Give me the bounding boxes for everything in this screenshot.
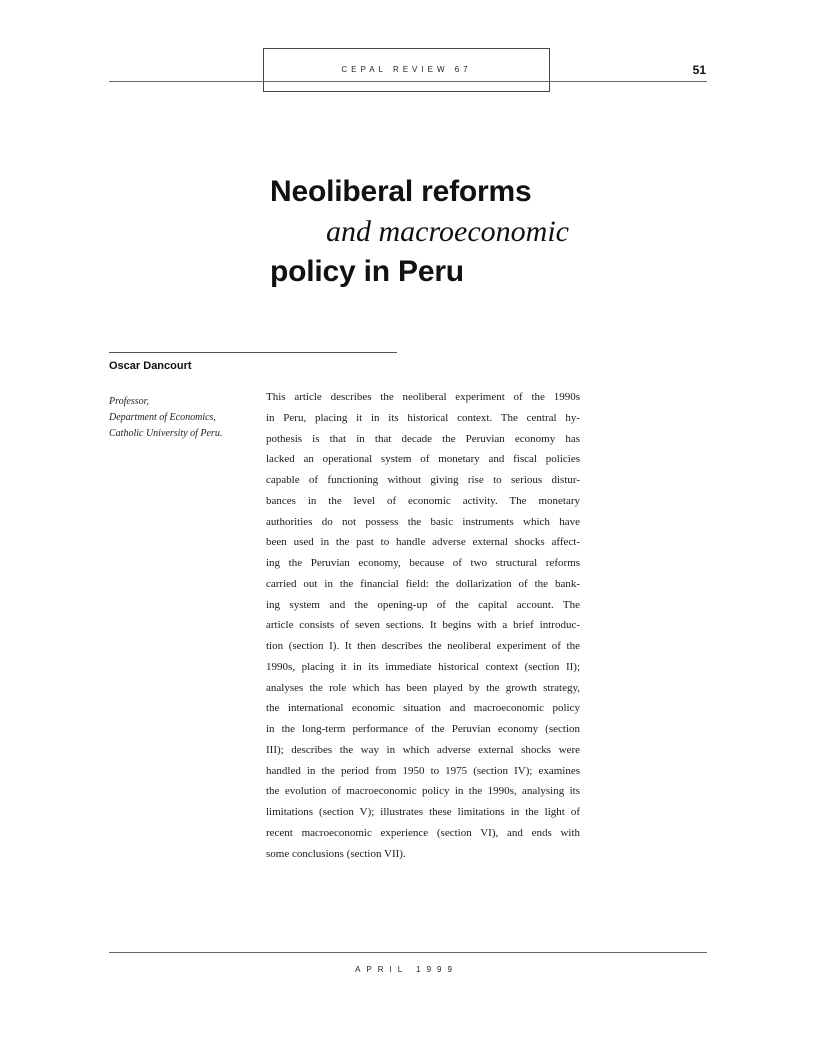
affiliation-line: Department of Economics, (109, 412, 216, 423)
abstract-line: III); describes the way in which adverse external shocks were (266, 743, 580, 756)
author-name: Oscar Dancourt (109, 360, 192, 372)
article-title (270, 172, 710, 292)
issue-date: APRIL 1999 (355, 965, 458, 974)
abstract-line: recent macroeconomic experience (section VI), and ends with (266, 826, 580, 839)
abstract-line: lacked an operational system of monetary and fiscal policies (266, 453, 580, 466)
abstract-line: the international economic situation and macroeconomic policy (266, 702, 580, 715)
abstract-line: bances in the level of economic activity. The monetary (266, 494, 580, 507)
abstract-line: tion (section I). It then describes the neoliberal experiment of the (266, 640, 580, 652)
abstract-line: analyses the role which has been played by the growth strategy, (266, 681, 580, 694)
journal-name: CEPAL REVIEW 67 (341, 65, 472, 74)
title-line-1: Neoliberal reforms (270, 175, 532, 208)
author-rule (109, 352, 397, 353)
abstract-line: pothesis is that in that decade the Peruvian economy has (266, 432, 580, 445)
title-line-2: and macroeconomic (326, 215, 569, 248)
abstract-line: been used in the past to handle adverse external shocks affect- (266, 536, 580, 549)
abstract-line: This article describes the neoliberal experiment of the 1990s (266, 391, 580, 403)
page-number: 51 (692, 63, 706, 77)
affiliation-line: Professor, (109, 396, 149, 407)
title-line-3: policy in Peru (270, 255, 464, 288)
abstract-line: carried out in the financial field: the dollarization of the bank- (266, 577, 580, 590)
abstract-line: capable of functioning without giving rise to serious distur- (266, 474, 580, 486)
abstract-line: handled in the period from 1950 to 1975 (section IV); examines (266, 764, 580, 777)
affiliation-line: Catholic University of Peru. (109, 428, 223, 439)
abstract-line: 1990s, placing it in its immediate historical context (section II); (266, 660, 580, 673)
abstract-line: some conclusions (section VII). (266, 847, 406, 860)
abstract-line: ing system and the opening-up of the capital account. The (266, 598, 580, 611)
abstract-line: the evolution of macroeconomic policy in the 1990s, analysing its (266, 785, 580, 798)
abstract-line: in Peru, placing it in its historical context. The central hy- (266, 411, 580, 424)
abstract-line: ing the Peruvian economy, because of two structural reforms (266, 557, 580, 569)
abstract-line: limitations (section V); illustrates these limitations in the light of (266, 806, 580, 818)
abstract (266, 387, 580, 864)
footer-rule (109, 952, 707, 953)
abstract-line: authorities do not possess the basic instruments which have (266, 515, 580, 528)
abstract-line: article consists of seven sections. It begins with a brief introduc- (266, 619, 580, 632)
abstract-line: in the long-term performance of the Peruvian economy (section (266, 723, 580, 735)
author-affiliation (109, 394, 259, 442)
header-rule (109, 81, 707, 82)
